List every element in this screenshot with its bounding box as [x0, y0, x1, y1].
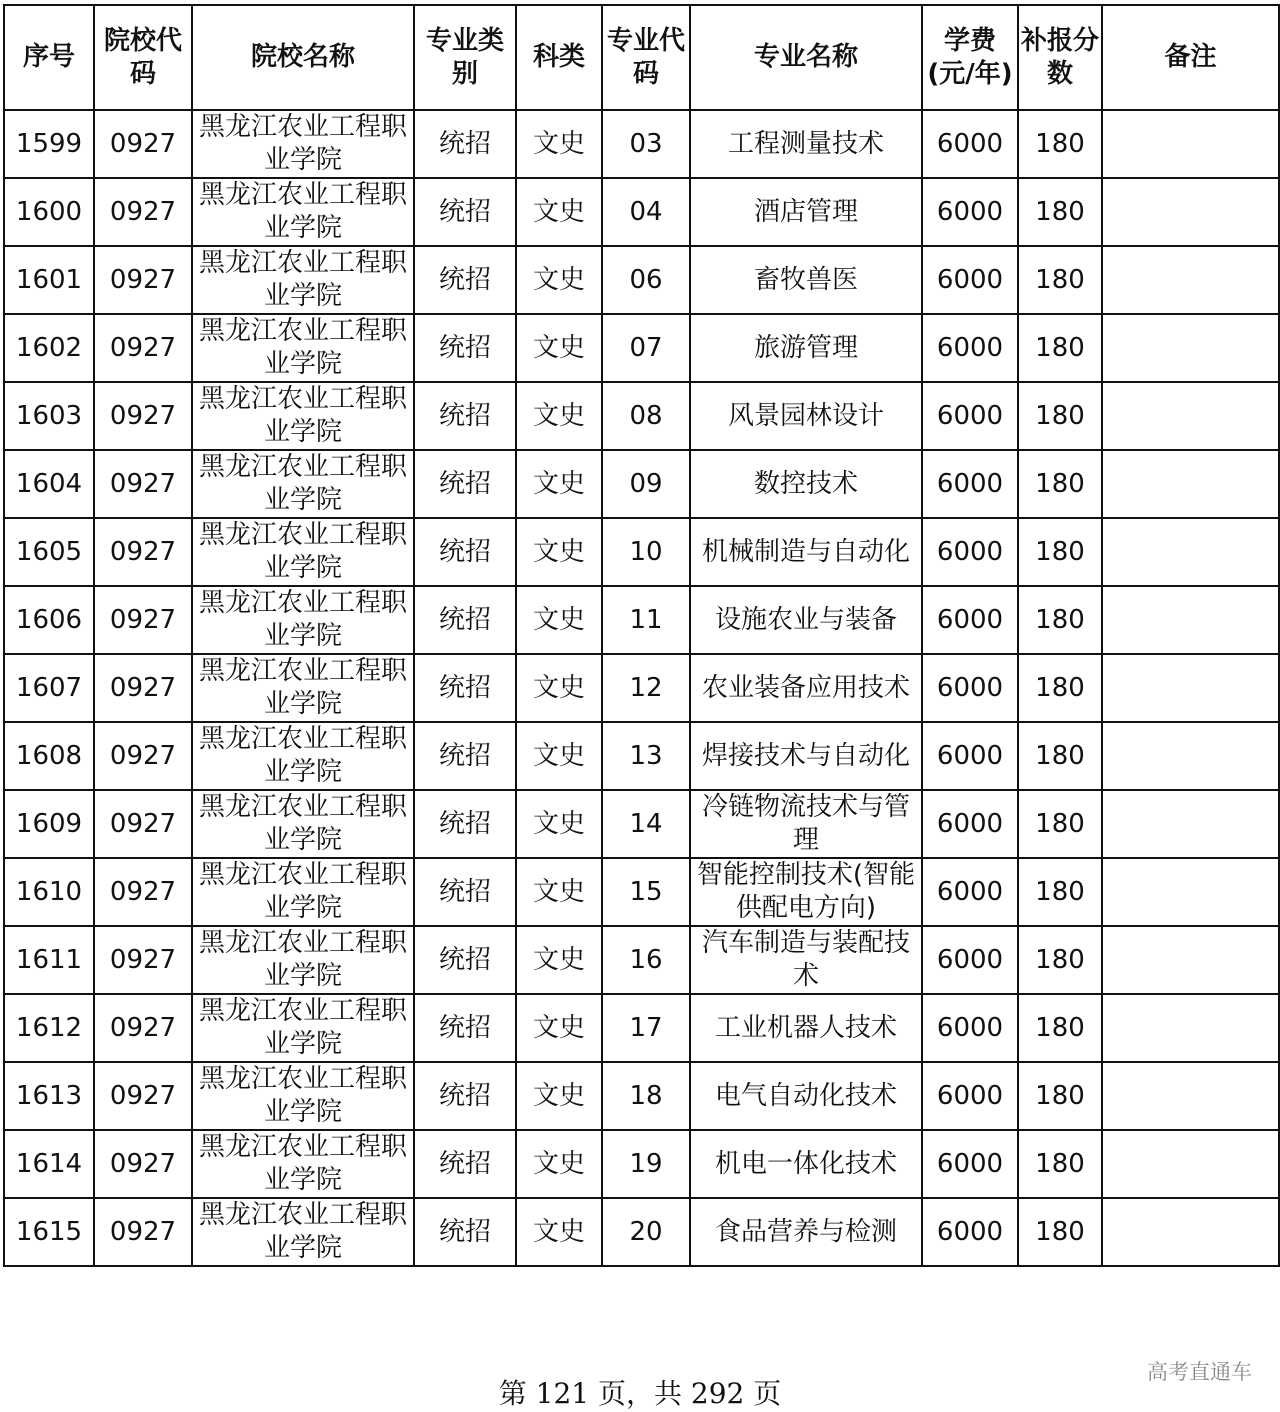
cell-school-name: 黑龙江农业工程职业学院 [192, 722, 414, 790]
cell-school-code: 0927 [94, 858, 192, 926]
cell-school-name: 黑龙江农业工程职业学院 [192, 246, 414, 314]
cell-seq: 1605 [4, 518, 94, 586]
cell-school-code: 0927 [94, 1062, 192, 1130]
cell-remarks [1102, 790, 1279, 858]
cell-subject: 文史 [516, 994, 602, 1062]
cell-subject: 文史 [516, 722, 602, 790]
cell-remarks [1102, 926, 1279, 994]
cell-remarks [1102, 518, 1279, 586]
cell-school-code: 0927 [94, 994, 192, 1062]
cell-tuition: 6000 [922, 178, 1018, 246]
cell-subject: 文史 [516, 858, 602, 926]
cell-major-type: 统招 [414, 110, 516, 178]
cell-subject: 文史 [516, 1130, 602, 1198]
cell-major-code: 18 [602, 1062, 690, 1130]
cell-seq: 1615 [4, 1198, 94, 1266]
header-supplement-score: 补报分数 [1018, 5, 1102, 110]
header-tuition: 学费(元/年) [922, 5, 1018, 110]
cell-school-code: 0927 [94, 246, 192, 314]
cell-school-name: 黑龙江农业工程职业学院 [192, 314, 414, 382]
cell-school-name: 黑龙江农业工程职业学院 [192, 110, 414, 178]
cell-tuition: 6000 [922, 314, 1018, 382]
cell-school-name: 黑龙江农业工程职业学院 [192, 450, 414, 518]
table-row [4, 790, 1279, 858]
cell-major-name: 工业机器人技术 [690, 994, 922, 1062]
cell-remarks [1102, 586, 1279, 654]
table-row [4, 382, 1279, 450]
cell-subject: 文史 [516, 518, 602, 586]
cell-tuition: 6000 [922, 654, 1018, 722]
cell-major-code: 03 [602, 110, 690, 178]
table-row [4, 314, 1279, 382]
header-school-name: 院校名称 [192, 5, 414, 110]
cell-subject: 文史 [516, 926, 602, 994]
cell-major-name: 风景园林设计 [690, 382, 922, 450]
cell-seq: 1601 [4, 246, 94, 314]
cell-major-name: 智能控制技术(智能供配电方向) [690, 858, 922, 926]
cell-school-code: 0927 [94, 1130, 192, 1198]
header-major-type: 专业类别 [414, 5, 516, 110]
cell-supplement-score: 180 [1018, 110, 1102, 178]
cell-school-code: 0927 [94, 110, 192, 178]
cell-subject: 文史 [516, 654, 602, 722]
cell-supplement-score: 180 [1018, 790, 1102, 858]
cell-remarks [1102, 994, 1279, 1062]
cell-remarks [1102, 110, 1279, 178]
cell-school-code: 0927 [94, 654, 192, 722]
cell-major-name: 旅游管理 [690, 314, 922, 382]
cell-major-name: 机械制造与自动化 [690, 518, 922, 586]
cell-major-code: 08 [602, 382, 690, 450]
cell-seq: 1603 [4, 382, 94, 450]
cell-tuition: 6000 [922, 790, 1018, 858]
cell-school-name: 黑龙江农业工程职业学院 [192, 1198, 414, 1266]
cell-school-code: 0927 [94, 586, 192, 654]
watermark: 高考直通车 [1147, 1360, 1252, 1384]
cell-major-type: 统招 [414, 790, 516, 858]
cell-school-code: 0927 [94, 178, 192, 246]
cell-major-code: 06 [602, 246, 690, 314]
cell-school-code: 0927 [94, 790, 192, 858]
cell-major-type: 统招 [414, 450, 516, 518]
table-row [4, 518, 1279, 586]
cell-seq: 1613 [4, 1062, 94, 1130]
cell-major-type: 统招 [414, 722, 516, 790]
cell-tuition: 6000 [922, 110, 1018, 178]
cell-supplement-score: 180 [1018, 314, 1102, 382]
cell-tuition: 6000 [922, 382, 1018, 450]
cell-major-code: 09 [602, 450, 690, 518]
cell-school-name: 黑龙江农业工程职业学院 [192, 586, 414, 654]
cell-major-name: 畜牧兽医 [690, 246, 922, 314]
cell-remarks [1102, 722, 1279, 790]
cell-major-name: 焊接技术与自动化 [690, 722, 922, 790]
cell-subject: 文史 [516, 246, 602, 314]
cell-school-code: 0927 [94, 518, 192, 586]
header-school-code: 院校代码 [94, 5, 192, 110]
cell-tuition: 6000 [922, 926, 1018, 994]
cell-major-code: 10 [602, 518, 690, 586]
header-major-code: 专业代码 [602, 5, 690, 110]
cell-major-type: 统招 [414, 1062, 516, 1130]
cell-seq: 1610 [4, 858, 94, 926]
table-row [4, 246, 1279, 314]
cell-seq: 1611 [4, 926, 94, 994]
cell-tuition: 6000 [922, 1130, 1018, 1198]
cell-remarks [1102, 858, 1279, 926]
cell-major-code: 17 [602, 994, 690, 1062]
cell-major-type: 统招 [414, 858, 516, 926]
cell-school-name: 黑龙江农业工程职业学院 [192, 1062, 414, 1130]
cell-subject: 文史 [516, 586, 602, 654]
cell-remarks [1102, 654, 1279, 722]
cell-major-name: 机电一体化技术 [690, 1130, 922, 1198]
cell-major-name: 工程测量技术 [690, 110, 922, 178]
cell-supplement-score: 180 [1018, 1130, 1102, 1198]
cell-seq: 1606 [4, 586, 94, 654]
cell-major-code: 14 [602, 790, 690, 858]
cell-subject: 文史 [516, 314, 602, 382]
cell-tuition: 6000 [922, 450, 1018, 518]
cell-subject: 文史 [516, 450, 602, 518]
cell-remarks [1102, 1062, 1279, 1130]
cell-seq: 1602 [4, 314, 94, 382]
cell-seq: 1599 [4, 110, 94, 178]
cell-school-name: 黑龙江农业工程职业学院 [192, 178, 414, 246]
table-row [4, 110, 1279, 178]
cell-major-name: 酒店管理 [690, 178, 922, 246]
cell-school-name: 黑龙江农业工程职业学院 [192, 654, 414, 722]
cell-remarks [1102, 450, 1279, 518]
cell-school-name: 黑龙江农业工程职业学院 [192, 1130, 414, 1198]
cell-school-name: 黑龙江农业工程职业学院 [192, 858, 414, 926]
header-row [4, 5, 1279, 110]
cell-seq: 1612 [4, 994, 94, 1062]
cell-major-code: 13 [602, 722, 690, 790]
cell-school-name: 黑龙江农业工程职业学院 [192, 382, 414, 450]
cell-major-code: 15 [602, 858, 690, 926]
cell-major-name: 设施农业与装备 [690, 586, 922, 654]
cell-seq: 1600 [4, 178, 94, 246]
cell-school-name: 黑龙江农业工程职业学院 [192, 790, 414, 858]
cell-major-name: 农业装备应用技术 [690, 654, 922, 722]
cell-major-type: 统招 [414, 382, 516, 450]
cell-seq: 1614 [4, 1130, 94, 1198]
cell-major-type: 统招 [414, 178, 516, 246]
cell-tuition: 6000 [922, 586, 1018, 654]
cell-school-code: 0927 [94, 450, 192, 518]
cell-supplement-score: 180 [1018, 246, 1102, 314]
table-row [4, 1198, 1279, 1266]
cell-school-name: 黑龙江农业工程职业学院 [192, 994, 414, 1062]
header-subject: 科类 [516, 5, 602, 110]
cell-supplement-score: 180 [1018, 1198, 1102, 1266]
cell-major-name: 冷链物流技术与管理 [690, 790, 922, 858]
cell-tuition: 6000 [922, 858, 1018, 926]
cell-major-code: 07 [602, 314, 690, 382]
table-row [4, 1130, 1279, 1198]
cell-supplement-score: 180 [1018, 926, 1102, 994]
cell-subject: 文史 [516, 110, 602, 178]
table-row [4, 450, 1279, 518]
cell-supplement-score: 180 [1018, 178, 1102, 246]
cell-remarks [1102, 1198, 1279, 1266]
cell-school-name: 黑龙江农业工程职业学院 [192, 518, 414, 586]
cell-supplement-score: 180 [1018, 586, 1102, 654]
cell-tuition: 6000 [922, 1198, 1018, 1266]
cell-remarks [1102, 382, 1279, 450]
cell-remarks [1102, 246, 1279, 314]
cell-major-name: 汽车制造与装配技术 [690, 926, 922, 994]
cell-major-code: 16 [602, 926, 690, 994]
cell-supplement-score: 180 [1018, 994, 1102, 1062]
cell-supplement-score: 180 [1018, 654, 1102, 722]
table-row [4, 1062, 1279, 1130]
table-row [4, 926, 1279, 994]
header-seq: 序号 [4, 5, 94, 110]
cell-supplement-score: 180 [1018, 722, 1102, 790]
cell-supplement-score: 180 [1018, 382, 1102, 450]
cell-school-code: 0927 [94, 722, 192, 790]
cell-remarks [1102, 314, 1279, 382]
cell-supplement-score: 180 [1018, 1062, 1102, 1130]
admission-table [3, 4, 1280, 1267]
cell-seq: 1604 [4, 450, 94, 518]
cell-major-type: 统招 [414, 518, 516, 586]
cell-major-name: 数控技术 [690, 450, 922, 518]
cell-major-type: 统招 [414, 994, 516, 1062]
cell-tuition: 6000 [922, 994, 1018, 1062]
cell-tuition: 6000 [922, 722, 1018, 790]
cell-subject: 文史 [516, 790, 602, 858]
cell-supplement-score: 180 [1018, 518, 1102, 586]
cell-remarks [1102, 178, 1279, 246]
cell-major-type: 统招 [414, 246, 516, 314]
cell-subject: 文史 [516, 1198, 602, 1266]
header-remarks: 备注 [1102, 5, 1279, 110]
cell-seq: 1608 [4, 722, 94, 790]
cell-tuition: 6000 [922, 1062, 1018, 1130]
cell-school-code: 0927 [94, 1198, 192, 1266]
cell-tuition: 6000 [922, 518, 1018, 586]
cell-school-code: 0927 [94, 926, 192, 994]
cell-major-type: 统招 [414, 314, 516, 382]
table-row [4, 586, 1279, 654]
cell-major-code: 19 [602, 1130, 690, 1198]
page-footer: 第 121 页，共 292 页 [498, 1377, 782, 1410]
table-row [4, 722, 1279, 790]
cell-major-type: 统招 [414, 654, 516, 722]
cell-tuition: 6000 [922, 246, 1018, 314]
cell-school-code: 0927 [94, 314, 192, 382]
cell-major-code: 12 [602, 654, 690, 722]
cell-seq: 1607 [4, 654, 94, 722]
cell-major-code: 11 [602, 586, 690, 654]
cell-major-type: 统招 [414, 586, 516, 654]
cell-major-code: 04 [602, 178, 690, 246]
table-row [4, 994, 1279, 1062]
table-row [4, 858, 1279, 926]
cell-major-name: 食品营养与检测 [690, 1198, 922, 1266]
cell-subject: 文史 [516, 178, 602, 246]
cell-major-name: 电气自动化技术 [690, 1062, 922, 1130]
cell-major-code: 20 [602, 1198, 690, 1266]
cell-school-name: 黑龙江农业工程职业学院 [192, 926, 414, 994]
table-body [4, 110, 1279, 1266]
cell-supplement-score: 180 [1018, 858, 1102, 926]
cell-major-type: 统招 [414, 926, 516, 994]
table-row [4, 178, 1279, 246]
cell-seq: 1609 [4, 790, 94, 858]
table-row [4, 654, 1279, 722]
cell-major-type: 统招 [414, 1198, 516, 1266]
cell-supplement-score: 180 [1018, 450, 1102, 518]
cell-subject: 文史 [516, 1062, 602, 1130]
cell-remarks [1102, 1130, 1279, 1198]
header-major-name: 专业名称 [690, 5, 922, 110]
cell-school-code: 0927 [94, 382, 192, 450]
cell-major-type: 统招 [414, 1130, 516, 1198]
cell-subject: 文史 [516, 382, 602, 450]
